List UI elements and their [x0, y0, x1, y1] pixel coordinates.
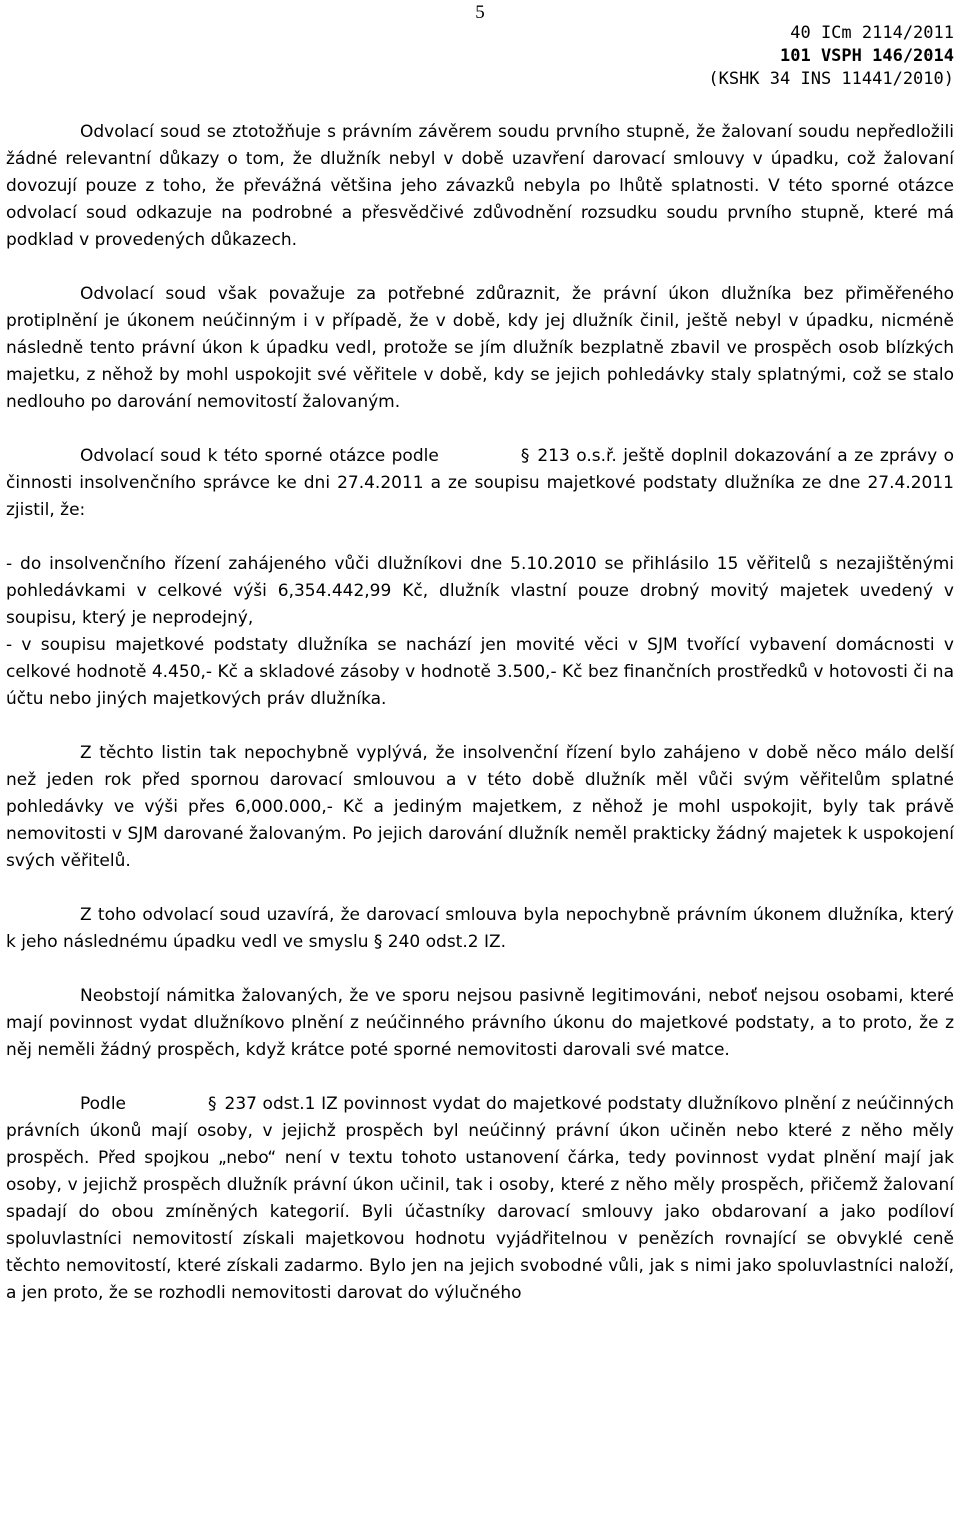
case-number-insolvency: (KSHK 34 INS 11441/2010) [708, 69, 954, 89]
paragraph-7 [6, 1091, 954, 1307]
paragraph-4: Z těchto listin tak nepochybně vyplývá, že insolvenční řízení bylo zahájeno v době něco málo delší než jeden rok před spornou darovací smlouvou a v této době dlužník měl vůči svým věřitelům splatné pohledávky ve výši přes 6,000.000,- Kč a jediným majetkem, z něhož je mohl uspokojit, byly tak právě nemovitosti v SJM darované žalovaným. Po jejich darování dlužník neměl prakticky žádný majetek k uspokojení svých věřitelů. [6, 743, 954, 871]
page-number: 5 [475, 2, 485, 23]
paragraph-6: Neobstojí námitka žalovaných, že ve sporu nejsou pasivně legitimováni, neboť nejsou osobami, které mají povinnost vydat dlužníkovo plnění z neúčinného právního úkonu do majetkové podstaty, a to proto, že z něj neměli žádný prospěch, když krátce poté sporné nemovitosti darovali své matce. [6, 986, 954, 1060]
paragraph-1: Odvolací soud se ztotožňuje s právním závěrem soudu prvního stupně, že žalovaní soudu nepředložili žádné relevantní důkazy o tom, že dlužník nebyl v době uzavření darovací smlouvy v úpadku, což žalovaní dovozují pouze z toho, že převážná většina jeho závazků nebyla po lhůtě splatnosti. V této sporné otázce odvolací soud odkazuje na podrobné a přesvědčivé zdůvodnění rozsudku soudu prvního stupně, které má podklad v provedených důkazech. [6, 122, 954, 250]
list-item-1: - do insolvenčního řízení zahájeného vůči dlužníkovi dne 5.10.2010 se přihlásilo 15 věřitelů s nezajištěnými pohledávkami v celkové výši 6,354.442,99 Kč, dlužník vlastní pouze drobný movitý majetek uvedený v soupisu, který je neprodejný, [6, 554, 954, 628]
case-number-first: 40 ICm 2114/2011 [790, 23, 954, 43]
paragraph-5: Z toho odvolací soud uzavírá, že darovací smlouva byla nepochybně právním úkonem dlužníka, který k jeho následnému úpadku vedl ve smyslu § 240 odst.2 IZ. [6, 905, 954, 952]
case-number-appeal: 101 VSPH 146/2014 [780, 46, 954, 66]
case-reference-block [708, 22, 954, 91]
paragraph-3-end: 213 o.s.ř. ještě doplnil dokazování a ze zprávy o činnosti insolvenčního správce ke dni 27.4.2011 a ze soupisu majetkové podstaty dlužníka ze dne 27.4.2011 zjistil, že: [6, 446, 955, 520]
paragraph-3-start: Odvolací soud k této sporné otázce podle [80, 446, 439, 466]
paragraph-7-start: Podle [80, 1094, 127, 1114]
paragraph-3 [6, 443, 954, 524]
paragraph-2: Odvolací soud však považuje za potřebné zdůraznit, že právní úkon dlužníka bez přiměřeného protiplnění je úkonem neúčinným i v případě, že v době, kdy jej dlužník činil, ještě nebyl v úpadku, nicméně následně tento právní úkon k úpadku vedl, protože se jím dlužník bezplatně zbavil ve prospěch osob blízkých majetku, z něhož by mohl uspokojit své věřitele v době, kdy se jejich pohledávky staly splatnými, což se stalo nedlouho po darování nemovitostí žalovaným. [6, 284, 954, 412]
paragraph-7-end: 237 odst.1 IZ povinnost vydat do majetkové podstaty dlužníkovo plnění z neúčinných právních úkonů mají osoby, v jejichž prospěch byl neúčinný právní úkon učiněn nebo které z něho měly prospěch. Před spojkou „nebo“ není v textu tohoto ustanovení čárka, tedy povinnost vydat plnění mají jak osoby, v jejichž prospěch dlužník právní úkon učinil, tak i osoby, které z něho měly prospěch, přičemž žalovaní spadají do obou zmíněných kategorií. Byli účastníky darovací smlouvy jako obdarovaní a jako podíloví spoluvlastníci nemovitostí získali majetkovou hodnotu vyjádřitelnou v penězích rovnající se obvyklé ceně těchto nemovitostí, které získali zadarmo. Bylo jen na jejich svobodné vůli, jak s nimi jako spoluvlastníci naloží, a jen proto, že se rozhodli nemovitosti darovat do výlučného [6, 1094, 954, 1303]
section-sign: § [208, 1094, 217, 1114]
list-item-2: - v soupisu majetkové podstaty dlužníka se nachází jen movité věci v SJM tvořící vybavení domácnosti v celkové hodnotě 4.450,- Kč a skladové zásoby v hodnotě 3.500,- Kč bez finančních prostředků v hotovosti či na účtu nebo jiných majetkových práv dlužníka. [6, 635, 954, 709]
section-sign: § [520, 446, 530, 466]
document-body [6, 119, 954, 1307]
